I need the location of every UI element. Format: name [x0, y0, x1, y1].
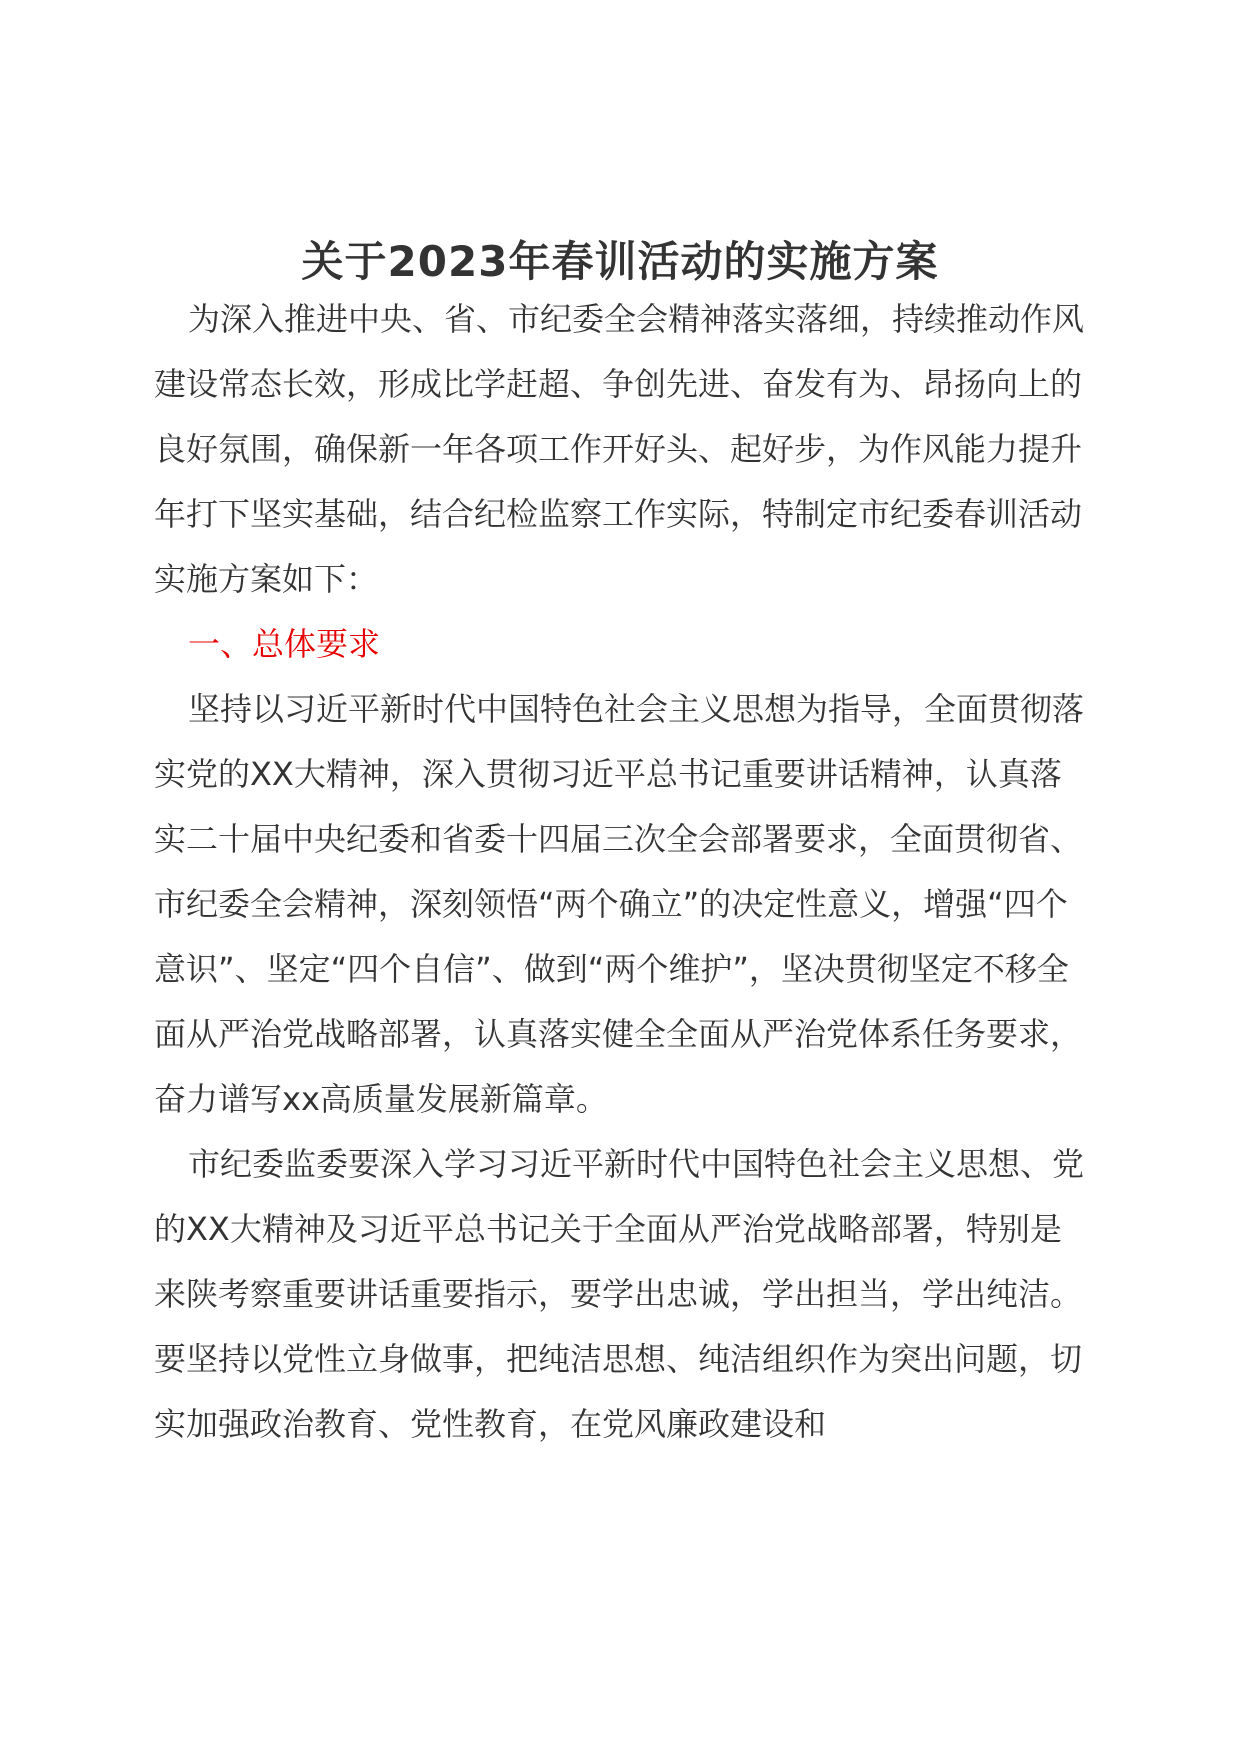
section-heading-general-requirements: 一、总体要求: [188, 625, 381, 663]
document-body: [154, 287, 1084, 1457]
section1-paragraph-2: 市纪委监委要深入学习习近平新时代中国特色社会主义思想、党的XX大精神及习近平总书记关于全面从严治党战略部署，特别是来陕考察重要讲话重要指示，要学出忠诚，学出担当，学出纯洁。要坚持以党性立身做事，把纯洁思想、纯洁组织作为突出问题，切实加强政治教育、党性教育，在党风廉政建设和: [154, 1145, 1085, 1443]
document-title: 关于2023年春训活动的实施方案: [301, 237, 939, 286]
section1-paragraph-1: 坚持以习近平新时代中国特色社会主义思想为指导，全面贯彻落实党的XX大精神，深入贯彻习近平总书记重要讲话精神，认真落实二十届中央纪委和省委十四届三次全会部署要求，全面贯彻省、市纪委全会精神，深刻领悟“两个确立”的决定性意义，增强“四个意识”、坚定“四个自信”、做到“两个维护”，坚决贯彻坚定不移全面从严治党战略部署，认真落实健全全面从严治党体系任务要求，奋力谱写xx高质量发展新篇章。: [154, 690, 1085, 1118]
intro-paragraph: 为深入推进中央、省、市纪委全会精神落实落细，持续推动作风建设常态长效，形成比学赶超、争创先进、奋发有为、昂扬向上的良好氛围，确保新一年各项工作开好头、起好步，为作风能力提升年打下坚实基础，结合纪检监察工作实际，特制定市纪委春训活动实施方案如下：: [154, 300, 1085, 598]
